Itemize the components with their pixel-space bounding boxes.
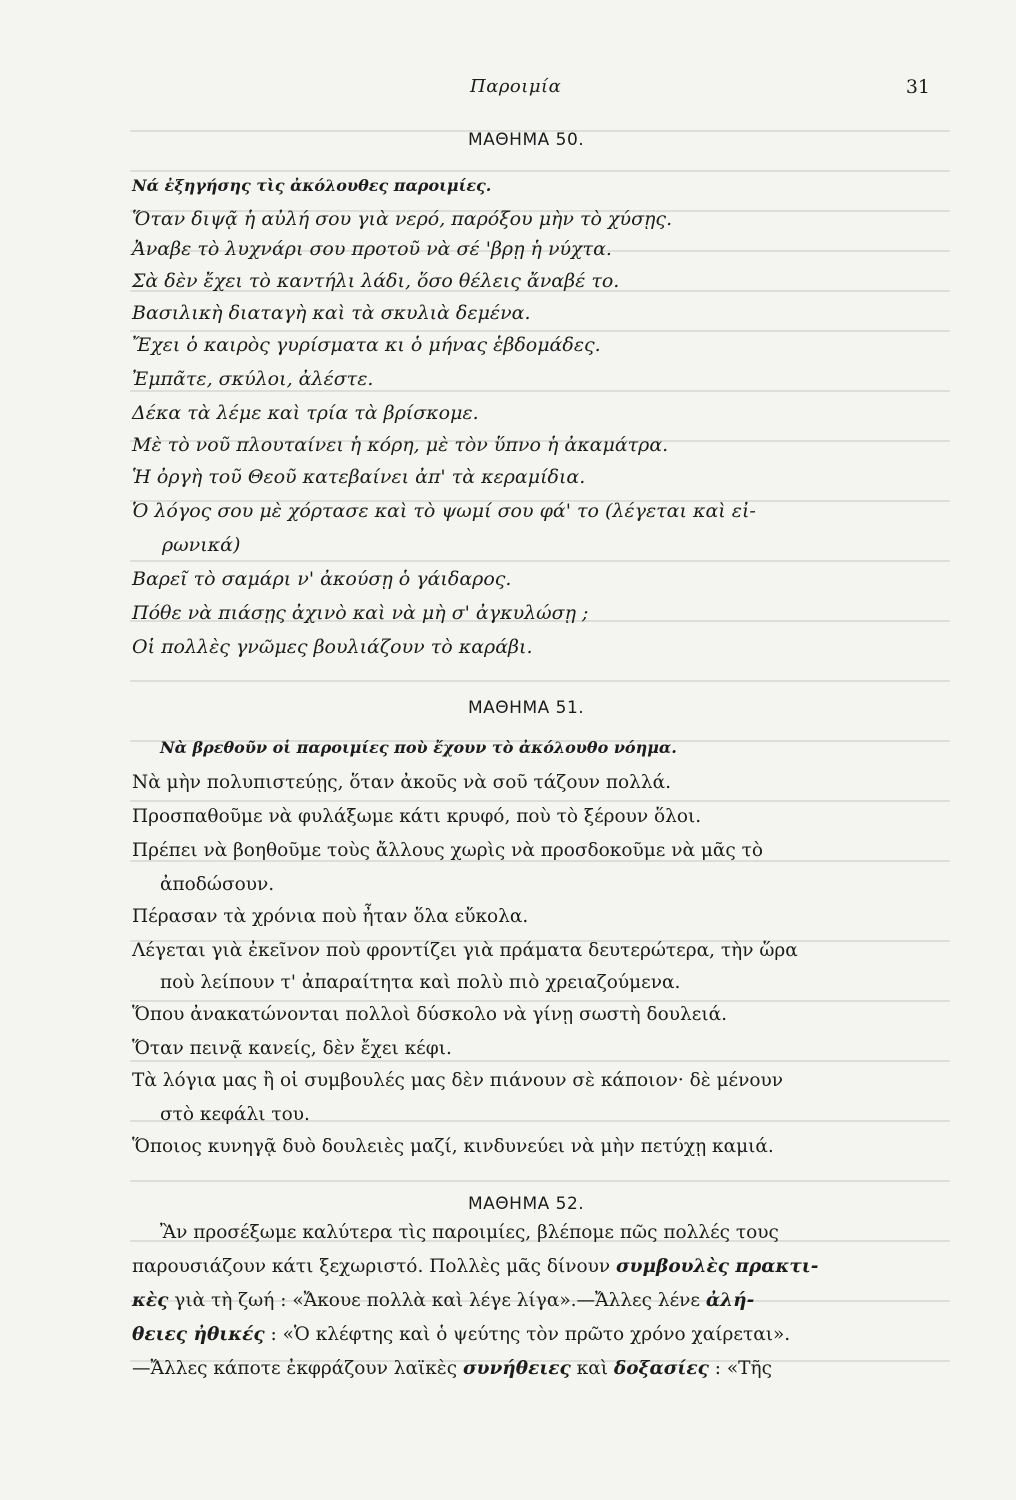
proverb-line: Βασιλικὴ διαταγὴ καὶ τὰ σκυλιὰ δεμένα.	[132, 302, 531, 324]
meaning-line: Πέρασαν τὰ χρόνια ποὺ ἦταν ὅλα εὔκολα.	[132, 906, 529, 927]
proverb-line: Σὰ δὲν ἔχει τὸ καντήλι λάδι, ὅσο θέλεις ἄναβέ το.	[132, 270, 620, 292]
paragraph-line	[132, 1256, 818, 1277]
proverb-line: Βαρεῖ τὸ σαμάρι ν' ἀκούσῃ ὁ γάιδαρος.	[132, 568, 512, 590]
emphasis-term: δοξασίες	[613, 1358, 709, 1379]
meaning-line: Τὰ λόγια μας ἢ οἱ συμβουλές μας δὲν πιάνουν σὲ κάποιον· δὲ μένουν	[132, 1070, 784, 1091]
lesson-50-instruction: Νά ἐξηγήσης τὶς ἀκόλουθες παροιμίες.	[132, 176, 492, 195]
meaning-line-continuation: ἀποδώσουν.	[160, 874, 275, 895]
paragraph-text: : «Τῆς	[708, 1358, 772, 1379]
emphasis-term: ἀλή-	[705, 1290, 755, 1311]
meaning-line: Ὅταν πεινᾷ κανείς, δὲν ἔχει κέφι.	[132, 1038, 452, 1059]
proverb-line: Οἱ πολλὲς γνῶμες βουλιάζουν τὸ καράβι.	[132, 636, 533, 658]
lesson-51-heading: ΜΑΘΗΜΑ 51.	[468, 698, 585, 718]
meaning-line: Ὅπου ἀνακατώνονται πολλοὶ δύσκολο νὰ γίνῃ σωστὴ δουλειά.	[132, 1004, 727, 1025]
lesson-50-heading: ΜΑΘΗΜΑ 50.	[468, 130, 585, 150]
paragraph-text: —Ἄλλες κάποτε ἐκφράζουν λαϊκὲς	[132, 1358, 463, 1379]
emphasis-term: συνήθειες	[462, 1358, 571, 1379]
paragraph-text: καὶ	[570, 1358, 614, 1379]
paragraph-line	[132, 1358, 772, 1379]
proverb-line: Ἀναβε τὸ λυχνάρι σου προτοῦ νὰ σέ 'βρῃ ἡ νύχτα.	[132, 238, 612, 260]
lesson-52-heading: ΜΑΘΗΜΑ 52.	[468, 1194, 585, 1214]
running-head	[0, 76, 1016, 100]
meaning-line: Προσπαθοῦμε νὰ φυλάξωμε κάτι κρυφό, ποὺ τὸ ξέρουν ὅλοι.	[132, 806, 702, 827]
paragraph-text: : «Ὁ κλέφτης καὶ ὁ ψεύτης τὸν πρῶτο χρόνο χαίρεται».	[264, 1324, 791, 1345]
emphasis-term: συμβουλὲς πρακτι-	[616, 1256, 819, 1277]
meaning-line: Ὅποιος κυνηγᾷ δυὸ δουλειὲς μαζί, κινδυνεύει νὰ μὴν πετύχῃ καμιά.	[132, 1136, 774, 1157]
paragraph-text: παρουσιάζουν κάτι ξεχωριστό. Πολλὲς μᾶς δίνουν	[132, 1256, 617, 1277]
meaning-line: Νὰ μὴν πολυπιστεύῃς, ὅταν ἀκοῦς νὰ σοῦ τάζουν πολλά.	[132, 772, 671, 793]
lesson-51-instruction: Νὰ βρεθοῦν οἱ παροιμίες ποὺ ἔχουν τὸ ἀκόλουθο νόημα.	[160, 738, 677, 757]
proverb-line: Πόθε νὰ πιάσῃς ἀχινὸ καὶ νὰ μὴ σ' ἀγκυλώσῃ ;	[132, 602, 589, 624]
proverb-line: Ἐμπᾶτε, σκύλοι, ἀλέστε.	[132, 368, 374, 390]
proverb-line: Μὲ τὸ νοῦ πλουταίνει ἡ κόρη, μὲ τὸν ὕπνο ἡ ἀκαμάτρα.	[132, 434, 669, 456]
page-number: 31	[905, 76, 930, 98]
proverb-line: Ἡ ὀργὴ τοῦ Θεοῦ κατεβαίνει ἀπ' τὰ κεραμίδια.	[132, 466, 586, 488]
meaning-line: Λέγεται γιὰ ἐκεῖνον ποὺ φροντίζει γιὰ πράματα δευτερώτερα, τὴν ὥρα	[132, 940, 798, 961]
meaning-line: Πρέπει νὰ βοηθοῦμε τοὺς ἄλλους χωρὶς νὰ προσδοκοῦμε νὰ μᾶς τὸ	[132, 840, 763, 861]
running-head-title: Παροιμία	[470, 76, 562, 97]
paragraph-line: Ἂν προσέξωμε καλύτερα τὶς παροιμίες, βλέπομε πῶς πολλές τους	[160, 1222, 779, 1243]
meaning-line-continuation: στὸ κεφάλι του.	[160, 1104, 310, 1125]
emphasis-term: κὲς	[132, 1290, 169, 1311]
meaning-line-continuation: ποὺ λείπουν τ' ἀπαραίτητα καὶ πολὺ πιὸ χρειαζούμενα.	[160, 972, 681, 993]
paragraph-line	[132, 1324, 790, 1345]
proverb-line: Ὅταν διψᾷ ἡ αὐλή σου γιὰ νερό, παρόξου μὴν τὸ χύσῃς.	[132, 208, 673, 230]
proverb-line: Ὁ λόγος σου μὲ χόρτασε καὶ τὸ ψωμί σου φά' το (λέγεται καὶ εἰ-	[132, 500, 756, 522]
proverb-line: Δέκα τὰ λέμε καὶ τρία τὰ βρίσκομε.	[132, 402, 479, 424]
proverb-line: Ἔχει ὁ καιρὸς γυρίσματα κι ὁ μήνας ἑβδομάδες.	[132, 334, 601, 356]
emphasis-term: θειες ἠθικές	[132, 1324, 265, 1345]
proverb-line-continuation: ρωνικά)	[162, 534, 241, 556]
paragraph-text: γιὰ τὴ ζωή : «Ἄκουε πολλὰ καὶ λέγε λίγα».—Ἄλλες λένε	[168, 1290, 706, 1311]
paragraph-line	[132, 1290, 754, 1311]
